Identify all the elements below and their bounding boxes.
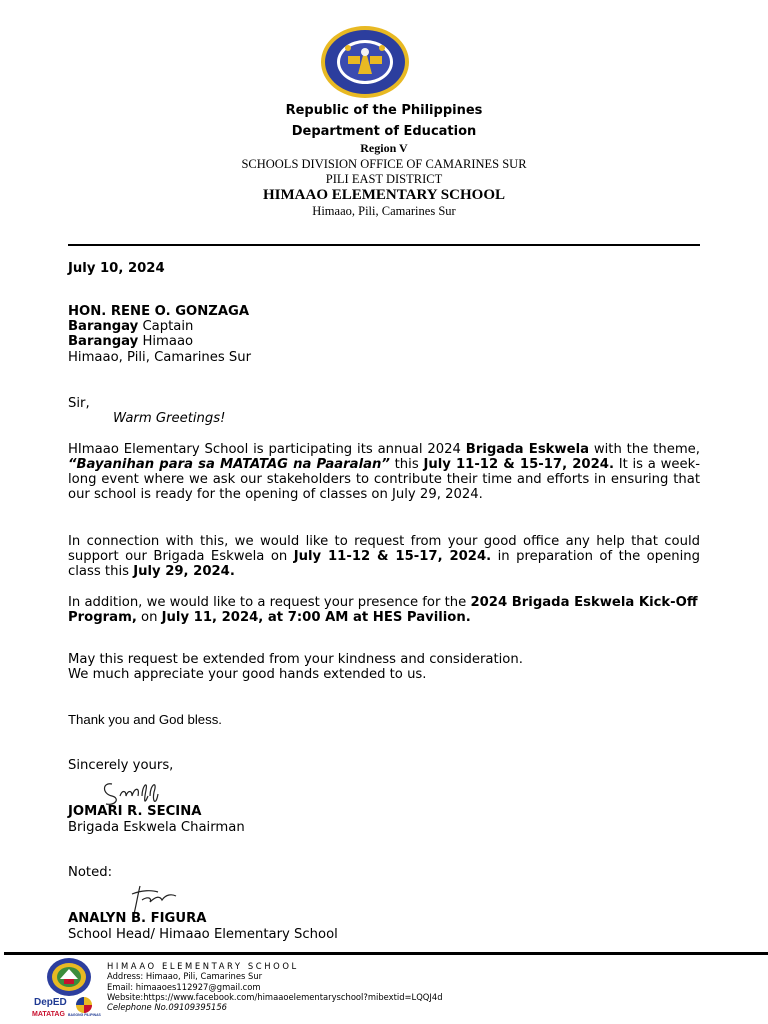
paragraph-2 — [68, 534, 700, 579]
p1-theme: “Bayanihan para sa MATATAG na Paaralan” — [68, 457, 390, 472]
signer-2-title: School Head/ Himaao Elementary School — [68, 927, 338, 942]
footer-address: Address: Himaao, Pili, Camarines Sur — [107, 971, 263, 981]
thanks-line: Thank you and God bless. — [68, 712, 222, 727]
recipient-barangay-rest: Himaao — [138, 334, 194, 349]
republic-line: Republic of the Philippines — [285, 103, 483, 118]
recipient-address: Himaao, Pili, Camarines Sur — [68, 350, 252, 365]
greeting: Warm Greetings! — [113, 411, 226, 426]
paragraph-4-line-2: We much appreciate your good hands extended to us. — [68, 667, 427, 682]
paragraph-3 — [68, 595, 700, 625]
p1-dates: July 11-12 & 15-17, 2024. — [423, 457, 614, 472]
noted-label: Noted: — [68, 865, 113, 880]
p3-a: In addition, we would like to a request your presence for the — [68, 595, 471, 610]
paragraph-4-line-1: May this request be extended from your kindness and consideration. — [68, 652, 523, 667]
district-line: PILI EAST DISTRICT — [325, 172, 443, 186]
region-line: Region V — [360, 141, 408, 155]
p3-program: 2024 Brigada Eskwela Kick-Off Program, — [68, 595, 698, 625]
bagong-pilipinas-logo — [68, 996, 100, 1020]
p1-a: HImaao Elementary School is participating its annual 2024 — [68, 442, 466, 457]
recipient-title-rest: Captain — [138, 319, 194, 334]
deped-seal — [318, 24, 412, 100]
recipient-barangay-bold: Barangay — [68, 334, 139, 349]
recipient-title — [68, 319, 700, 334]
recipient-name: HON. RENE O. GONZAGA — [68, 304, 250, 319]
p2-dates: July 11-12 & 15-17, 2024. — [293, 549, 492, 564]
letter-date: July 10, 2024 — [68, 261, 165, 276]
signer-1-name: JOMARI R. SECINA — [68, 804, 202, 819]
footer-email: Email: himaaoes112927@gmail.com — [107, 982, 261, 992]
closing-line: Sincerely yours, — [68, 758, 174, 773]
p1-b: Brigada Eskwela — [465, 442, 589, 457]
signer-2-name: ANALYN B. FIGURA — [68, 911, 207, 926]
p2-c: in preparation of the opening class this — [68, 549, 700, 579]
p1-g: It is a week-long event where we ask our stakeholders to contribute their time and efforts in ensuring that our school is ready for the opening of classes on July 29, 2024. — [68, 457, 701, 502]
p1-c: with the theme, — [588, 442, 700, 457]
signer-1-title: Brigada Eskwela Chairman — [68, 820, 245, 835]
header-rule — [68, 244, 700, 246]
footer-website: Website:https://www.facebook.com/himaaoelementaryschool?mibextid=LQQJ4d — [107, 992, 443, 1002]
p1-e: this — [389, 457, 424, 472]
p2-a: In connection with this, we would like to request from your good office any help that could support our Brigada Eskwela on — [68, 534, 700, 564]
footer-phone: Celephone No.09109395156 — [107, 1002, 228, 1012]
school-address: Himaao, Pili, Camarines Sur — [312, 204, 456, 218]
bagong-pilipinas-label: BAGONG PILIPINAS — [68, 1013, 101, 1017]
deped-logo: DepED — [34, 997, 67, 1008]
p2-opening-date: July 29, 2024. — [133, 564, 235, 579]
school-logo — [46, 957, 92, 997]
footer-school-name: HIMAAO ELEMENTARY SCHOOL — [107, 961, 299, 971]
salutation: Sir, — [68, 396, 90, 411]
p3-schedule: July 11, 2024, at 7:00 AM at HES Pavilion. — [161, 610, 471, 625]
paragraph-1 — [68, 442, 700, 502]
recipient-title-bold: Barangay — [68, 319, 139, 334]
department-line: Department of Education — [291, 124, 477, 139]
division-line: SCHOOLS DIVISION OFFICE OF CAMARINES SUR — [241, 157, 527, 171]
p3-c: on — [136, 610, 162, 625]
school-name: HIMAAO ELEMENTARY SCHOOL — [263, 187, 505, 203]
footer-rule — [4, 952, 768, 955]
matatag-logo: MATATAG — [32, 1011, 65, 1018]
recipient-barangay — [68, 334, 700, 349]
